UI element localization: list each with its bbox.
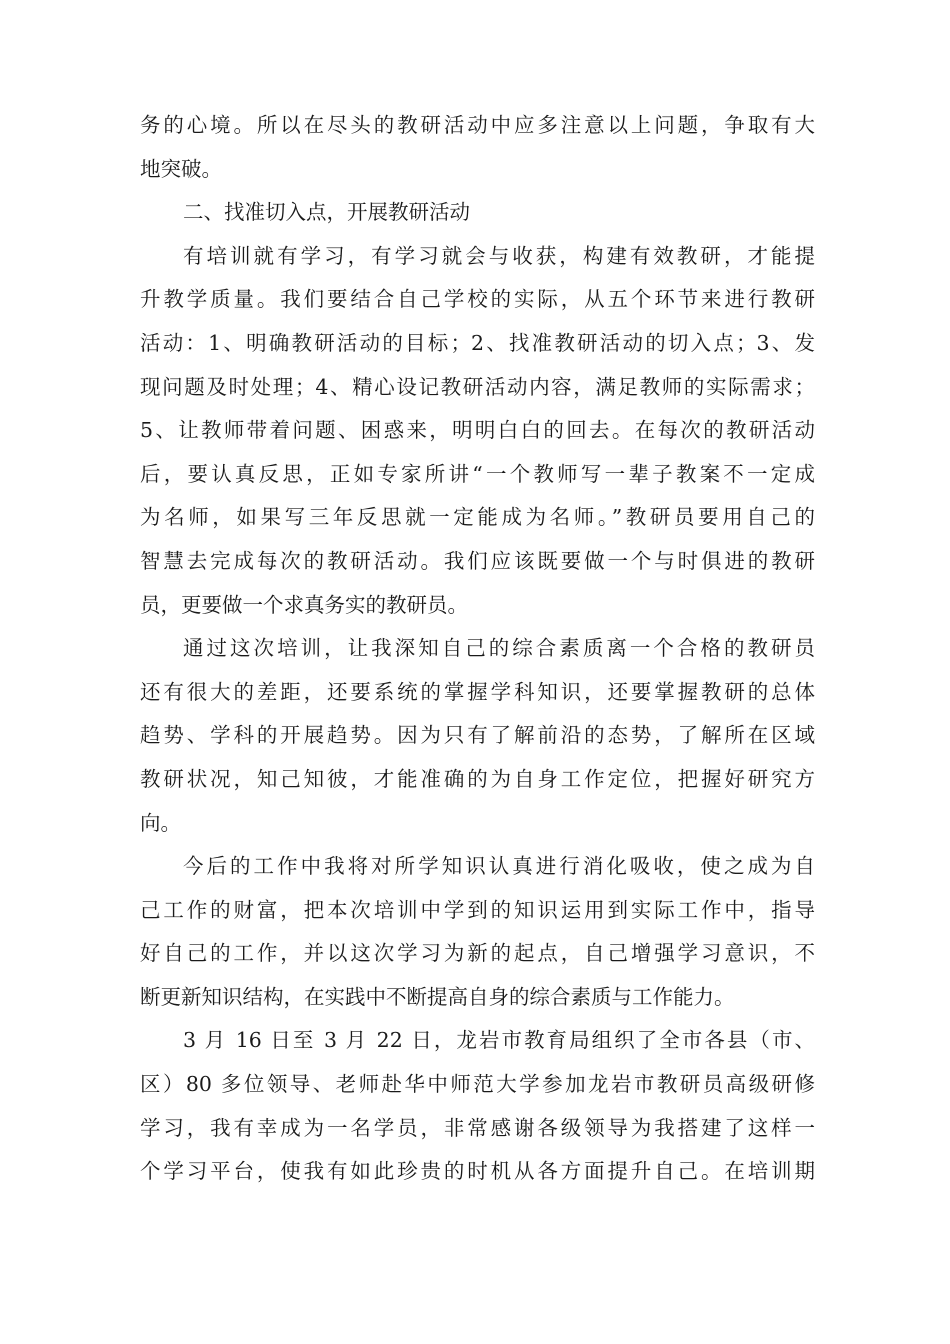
text-line: 务的心境。所以在尽头的教研活动中应多注意以上问题，争取有大 xyxy=(140,113,815,137)
text-line: 个学习平台，使我有如此珍贵的时机从各方面提升自己。在培训期 xyxy=(140,1159,815,1184)
text-line: 升教学质量。我们要结合自己学校的实际，从五个环节来进行教研 xyxy=(140,287,815,312)
text-line: 还有很大的差距，还要系统的掌握学科知识，还要掌握教研的总体 xyxy=(140,679,815,704)
text-line: 智慧去完成每次的教研活动。我们应该既要做一个与时俱进的教研 xyxy=(140,548,815,573)
text-line: 通过这次培训，让我深知自己的综合素质离一个合格的教研员 xyxy=(183,636,815,661)
text-line: 区）80 多位领导、老师赴华中师范大学参加龙岩市教研员高级研修 xyxy=(140,1072,815,1097)
text-line: 员，更要做一个求真务实的教研员。 xyxy=(140,592,468,617)
text-line: 现问题及时处理；4、精心设记教研活动内容，满足教师的实际需求； xyxy=(140,374,815,399)
text-line: 5、让教师带着问题、困惑来，明明白白的回去。在每次的教研活动 xyxy=(140,418,815,443)
text-line: 趋势、学科的开展趋势。因为只有了解前沿的态势，了解所在区域 xyxy=(140,723,815,748)
text-line: 后，要认真反思，正如专家所讲“一个教师写一辈子教案不一定成 xyxy=(140,461,815,486)
text-line: 向。 xyxy=(140,810,181,835)
text-line: 断更新知识结构，在实践中不断提高自身的综合素质与工作能力。 xyxy=(140,984,735,1009)
text-line: 己工作的财富，把本次培训中学到的知识运用到实际工作中，指导 xyxy=(140,897,815,922)
text-line: 活动：1、明确教研活动的目标；2、找准教研活动的切入点；3、发 xyxy=(140,330,815,355)
text-line: 学习，我有幸成为一名学员，非常感谢各级领导为我搭建了这样一 xyxy=(140,1115,815,1140)
text-line: 为名师，如果写三年反思就一定能成为名师。”教研员要用自己的 xyxy=(140,505,815,530)
text-line: 二、找准切入点，开展教研活动 xyxy=(183,200,470,225)
text-line: 好自己的工作，并以这次学习为新的起点，自己增强学习意识，不 xyxy=(140,941,815,966)
text-line: 3 月 16 日至 3 月 22 日，龙岩市教育局组织了全市各县（市、 xyxy=(183,1028,815,1053)
text-line: 今后的工作中我将对所学知识认真进行消化吸收，使之成为自 xyxy=(183,854,815,879)
text-line: 有培训就有学习，有学习就会与收获，构建有效教研，才能提 xyxy=(183,243,815,268)
document-body xyxy=(140,104,815,1194)
text-line: 地突破。 xyxy=(140,156,222,181)
text-line: 教研状况，知己知彼，才能准确的为自身工作定位，把握好研究方 xyxy=(140,766,815,791)
